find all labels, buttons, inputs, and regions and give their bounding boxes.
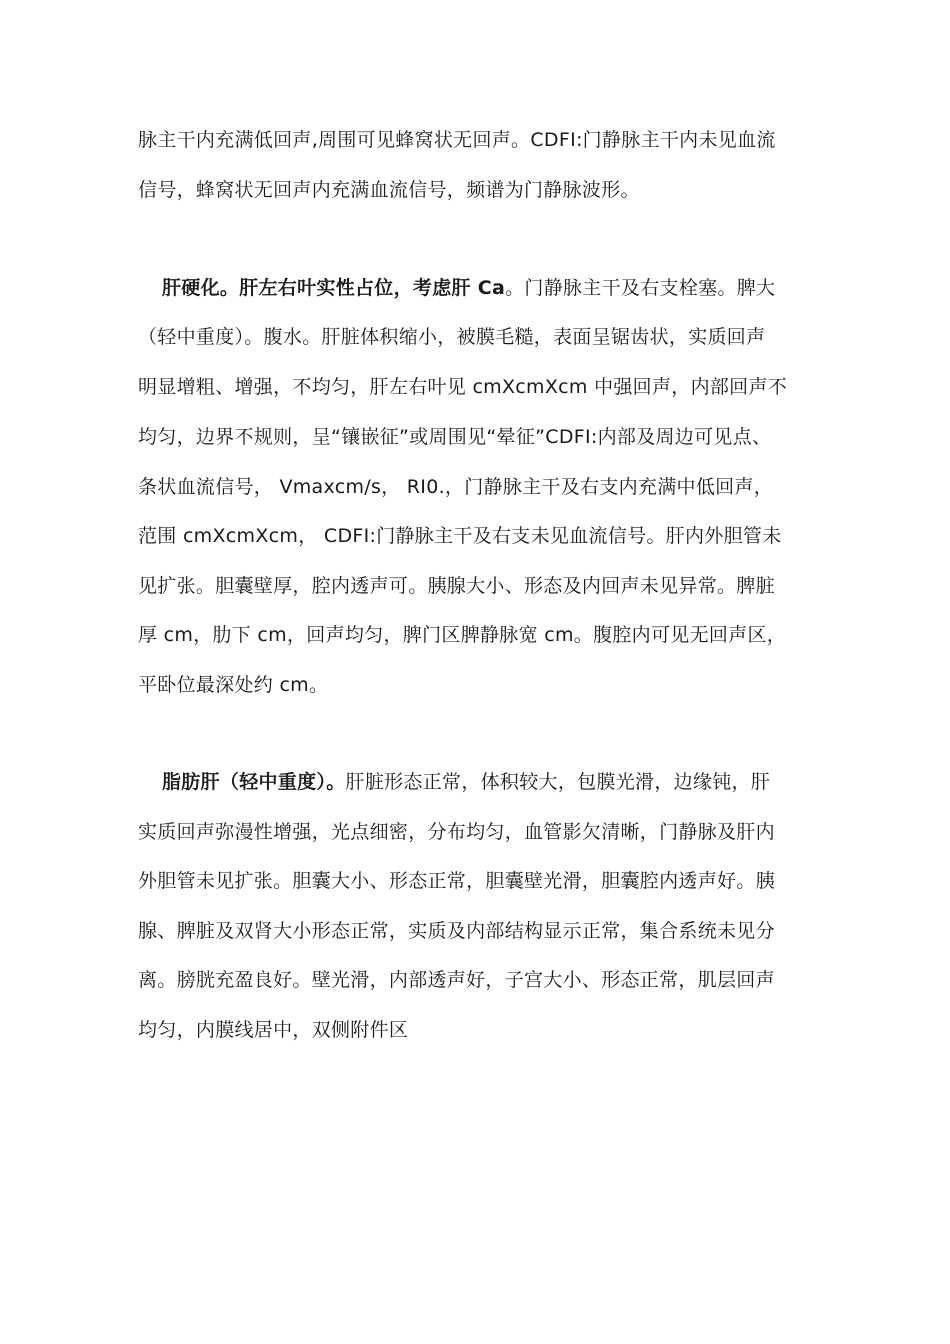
section3-line: 实质回声弥漫性增强，光点细密，分布均匀，血管影欠清晰，门静脉及肝内 bbox=[138, 821, 775, 843]
section3-line: 腺、脾脏及双肾大小形态正常，实质及内部结构显示正常，集合系统未见分 bbox=[138, 920, 775, 942]
section2-line: （轻中重度）。腹水。肝脏体积缩小，被膜毛糙，表面呈锯齿状，实质回声 bbox=[138, 326, 766, 348]
section3-line: 外胆管未见扩张。胆囊大小、形态正常，胆囊壁光滑，胆囊腔内透声好。胰 bbox=[138, 870, 775, 892]
section2-line: 均匀，边界不规则，呈“镶嵌征”或周围见“晕征”CDFI:内部及周边可见点、 bbox=[138, 426, 772, 448]
section2-line: 范围 cmXcmXcm， CDFI:门静脉主干及右支未见血流信号。肝内外胆管未 bbox=[138, 525, 782, 547]
section2-first-line bbox=[162, 276, 775, 300]
section2-line: 条状血流信号， Vmaxcm/s， RI0.，门静脉主干及右支内充满中低回声， bbox=[138, 476, 774, 498]
section1-line-1: 脉主干内充满低回声,周围可见蜂窝状无回声。CDFI:门静脉主干内未见血流 bbox=[138, 129, 776, 151]
section2-line: 明显增粗、增强，不均匀，肝左右叶见 cmXcmXcm 中强回声，内部回声不 bbox=[138, 376, 788, 398]
section3-line: 离。膀胱充盈良好。壁光滑，内部透声好，子宫大小、形态正常，肌层回声 bbox=[138, 969, 775, 991]
section3-first-line-rest: 肝脏形态正常，体积较大，包膜光滑，边缘钝，肝 bbox=[345, 771, 771, 793]
section3-heading: 脂肪肝（轻中重度）。 bbox=[162, 771, 346, 793]
section3-line: 均匀，内膜线居中，双侧附件区 bbox=[138, 1019, 409, 1041]
section2-first-line-rest: 。门静脉主干及右支栓塞。脾大 bbox=[505, 277, 776, 299]
section2-line: 平卧位最深处约 cm。 bbox=[138, 674, 329, 696]
section2-heading: 肝硬化。肝左右叶实性占位，考虑肝 Ca bbox=[162, 277, 506, 299]
section3-first-line bbox=[162, 770, 770, 794]
section1-line-2: 信号，蜂窝状无回声内充满血流信号，频谱为门静脉波形。 bbox=[138, 179, 640, 201]
section2-line: 厚 cm，肋下 cm，回声均匀，脾门区脾静脉宽 cm。腹腔内可见无回声区， bbox=[138, 624, 787, 646]
section2-line: 见扩张。胆囊壁厚，腔内透声可。胰腺大小、形态及内回声未见异常。脾脏 bbox=[138, 575, 775, 597]
